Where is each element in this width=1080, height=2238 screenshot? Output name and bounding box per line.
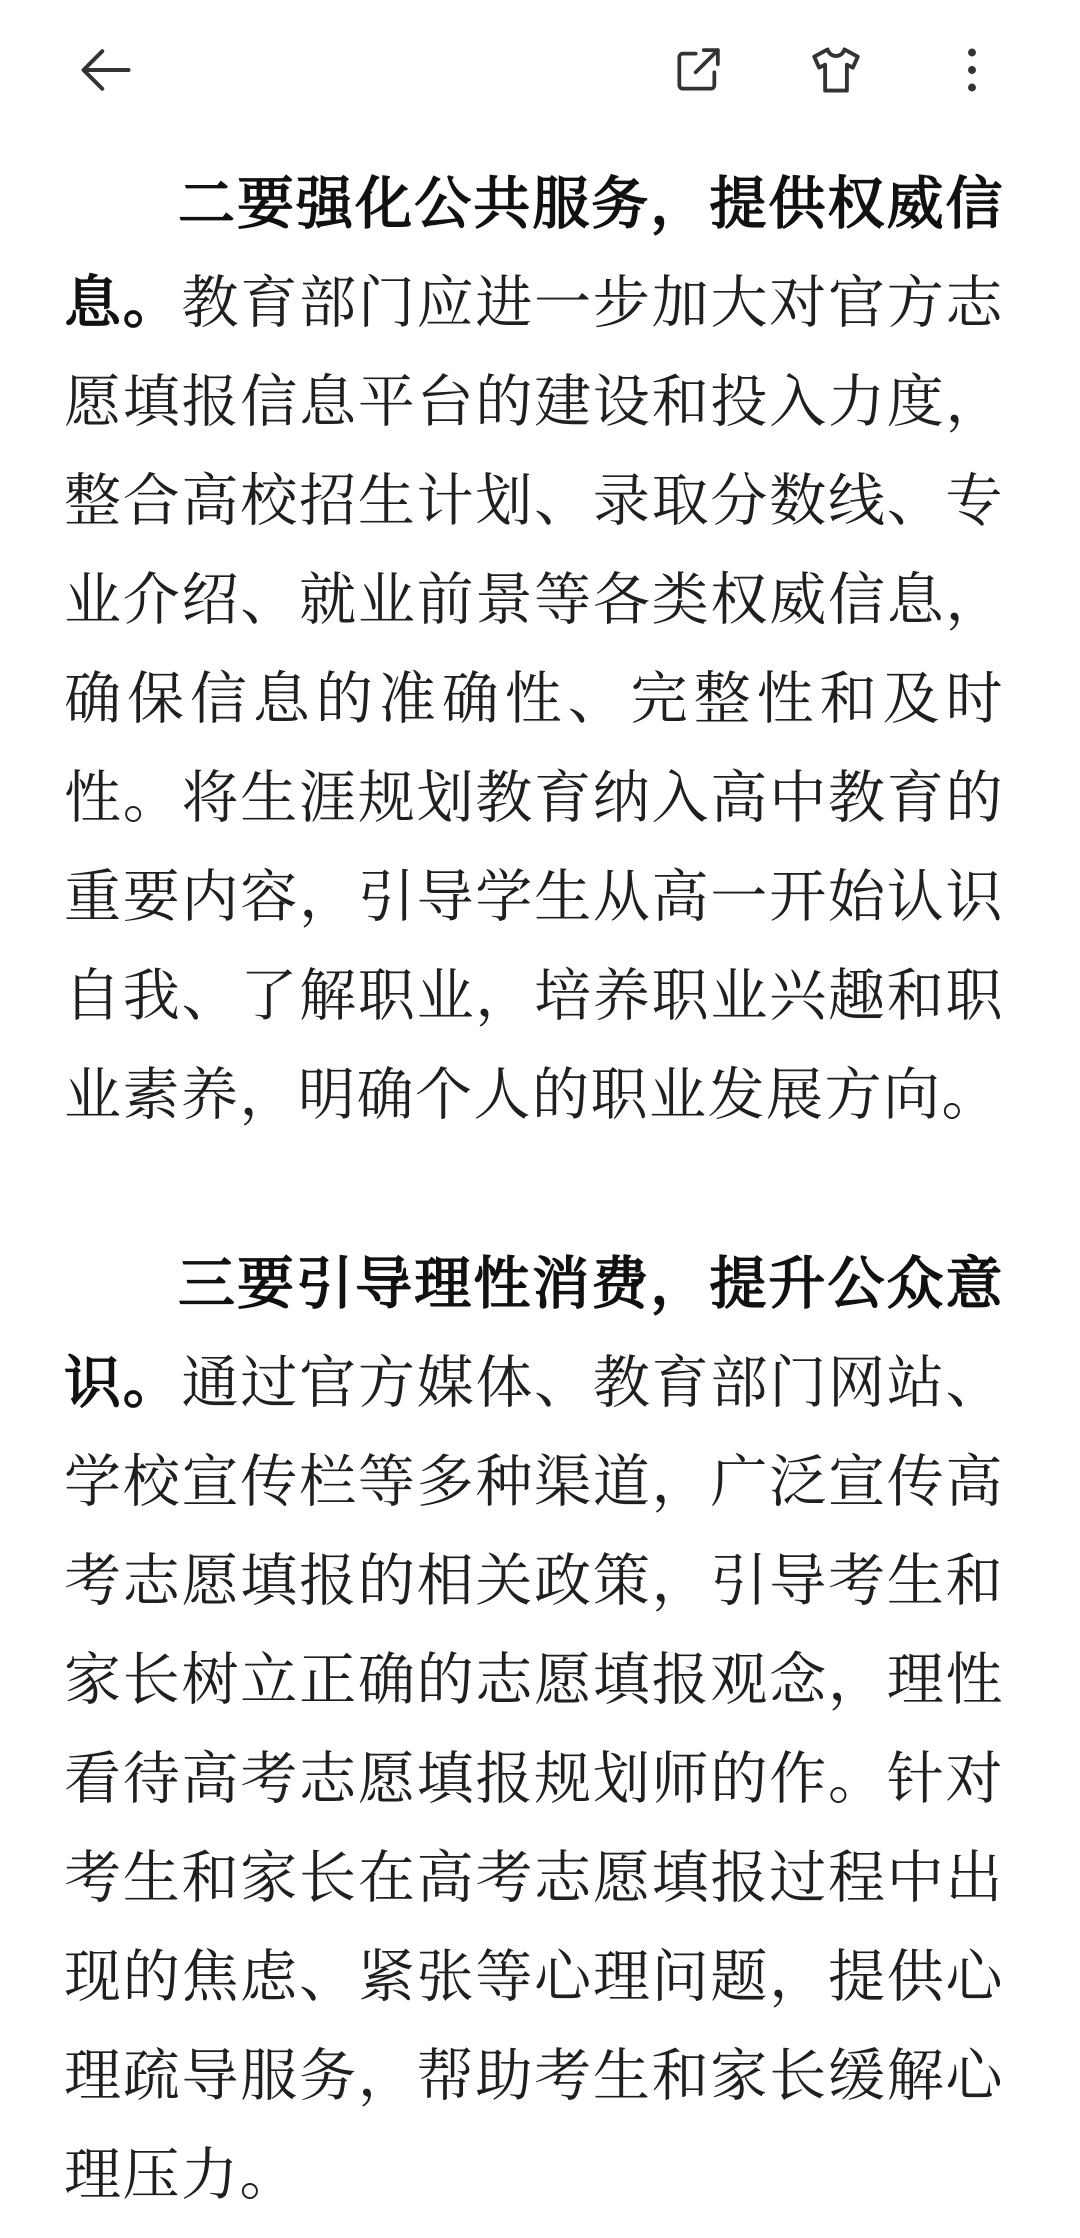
- paragraph-lead: 二要强化公共服务，提供权威信息。: [64, 171, 1004, 336]
- more-options-button[interactable]: [924, 22, 1020, 118]
- article-body: [64, 155, 1004, 2225]
- paragraph-public-services: [64, 155, 1004, 1145]
- top-toolbar: [0, 0, 1080, 140]
- back-button[interactable]: [58, 22, 154, 118]
- share-button[interactable]: [650, 22, 746, 118]
- paragraph-text: 教育部门应进一步加大对官方志愿填报信息平台的建设和投入力度，整合高校招生计划、录取分数线、专业介绍、就业前景等各类权威信息，确保信息的准确性、完整性和及时性。将生涯规划教育纳入高中教育的重要内容，引导学生从高一开始认识自我、了解职业，培养职业兴趣和职业素养，明确个人的职业发展方向。: [64, 270, 1005, 1128]
- theme-button[interactable]: [788, 22, 884, 118]
- more-vertical-icon: [944, 42, 1000, 98]
- paragraph-rational-consumption: [64, 1235, 1004, 2225]
- paragraph-text: 通过官方媒体、教育部门网站、学校宣传栏等多种渠道，广泛宣传高考志愿填报的相关政策，引导考生和家长树立正确的志愿填报观念，理性看待高考志愿填报规划师的作。针对考生和家长在高考志愿填报过程中出现的焦虑、紧张等心理问题，提供心理疏导服务，帮助考生和家长缓解心理压力。: [64, 1350, 1005, 2208]
- paragraph-lead: 三要引导理性消费，提升公众意识。: [64, 1251, 1004, 1416]
- arrow-left-icon: [76, 40, 136, 100]
- external-link-icon: [670, 42, 726, 98]
- tshirt-icon: [807, 41, 865, 99]
